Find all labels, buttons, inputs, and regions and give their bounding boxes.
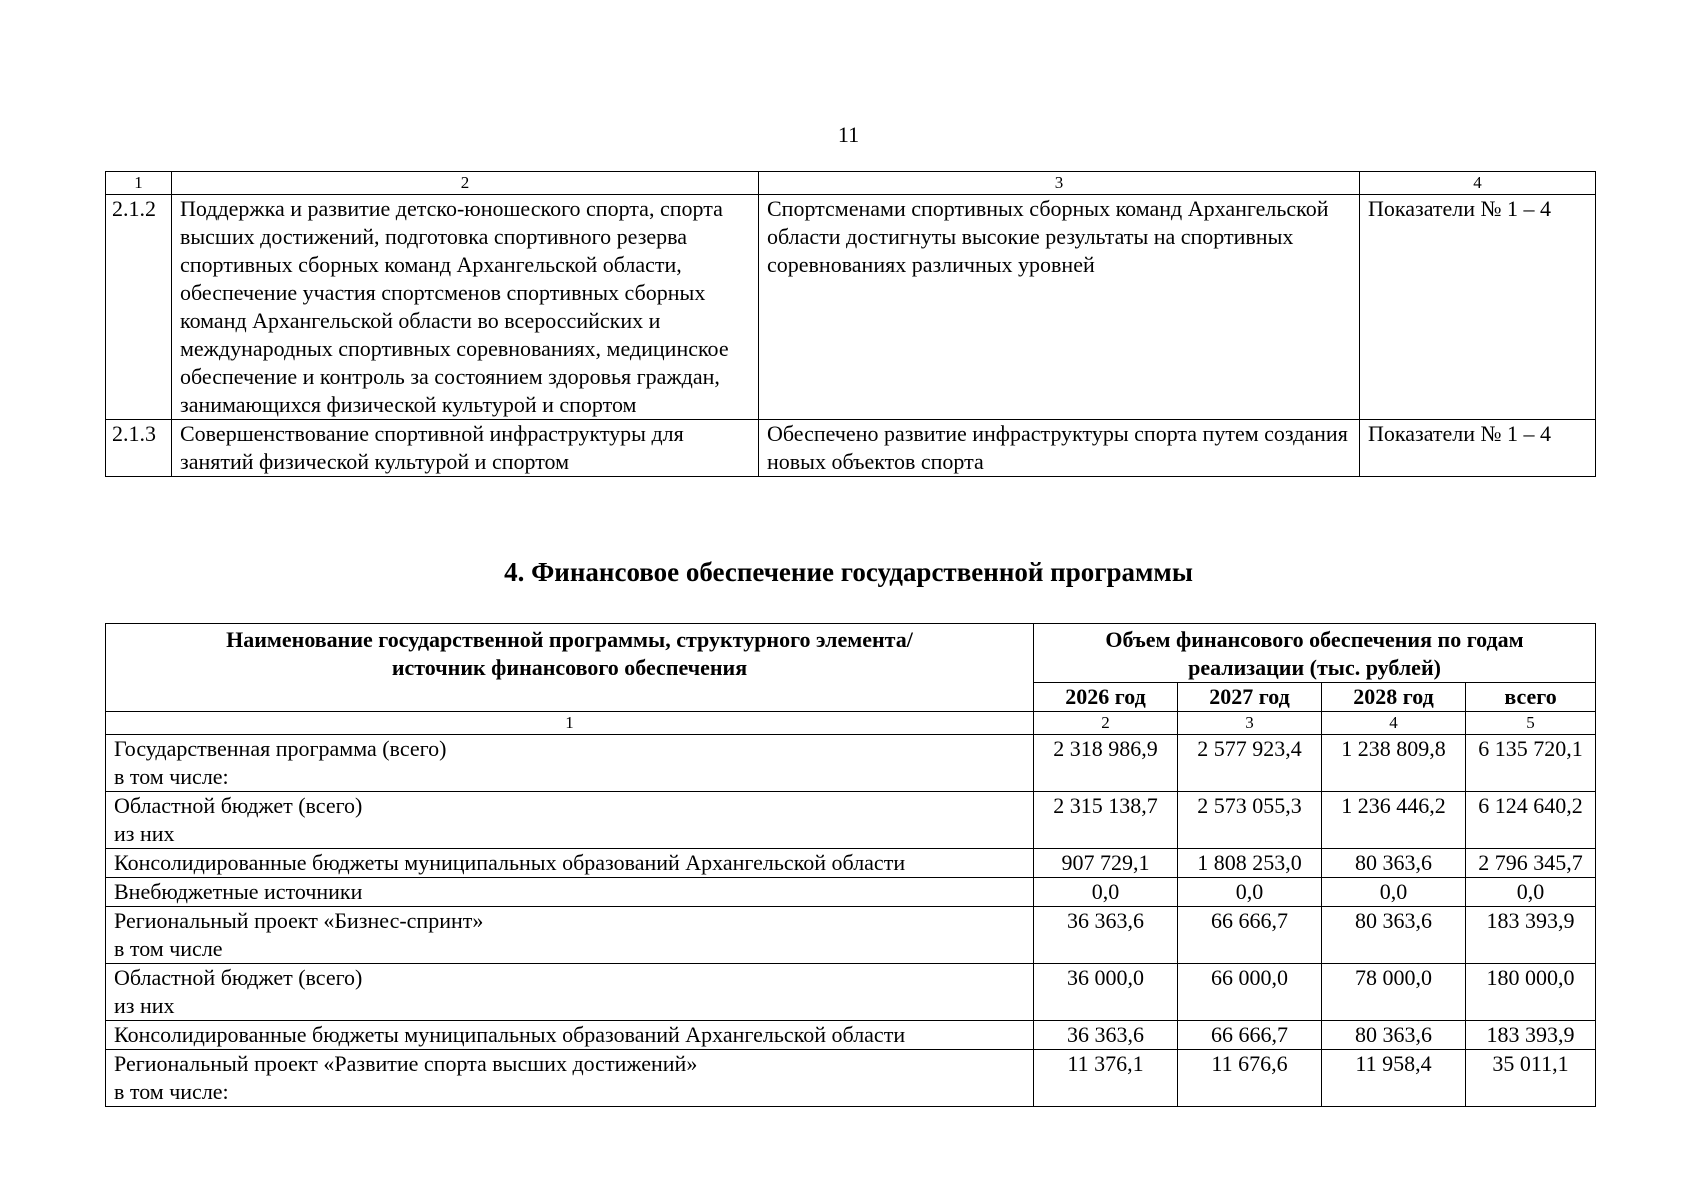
value-total: 183 393,9 — [1466, 1021, 1596, 1050]
column-number: 5 — [1466, 712, 1596, 735]
row-title: Внебюджетные источники — [114, 879, 363, 904]
value-2026: 2 318 986,9 — [1034, 735, 1178, 792]
row-title: Региональный проект «Бизнес-спринт» — [114, 908, 484, 933]
value-2028: 80 363,6 — [1322, 907, 1466, 964]
header-group-line: реализации (тыс. рублей) — [1188, 655, 1441, 680]
funding-source-name — [106, 964, 1034, 1021]
value-2028: 11 958,4 — [1322, 1050, 1466, 1107]
column-number: 1 — [106, 712, 1034, 735]
row-title: Государственная программа (всего) — [114, 736, 447, 761]
row-title: Консолидированные бюджеты муниципальных образований Архангельской области — [114, 850, 906, 875]
row-title: Областной бюджет (всего) — [114, 965, 363, 990]
year-header: 2028 год — [1322, 683, 1466, 712]
column-number: 2 — [172, 172, 759, 195]
value-total: 2 796 345,7 — [1466, 849, 1596, 878]
value-2027: 0,0 — [1178, 878, 1322, 907]
value-2028: 80 363,6 — [1322, 849, 1466, 878]
task-result: Спортсменами спортивных сборных команд Архангельской области достигнуты высокие результаты на спортивных соревнованиях различных уровней — [759, 195, 1360, 420]
funding-source-name — [106, 735, 1034, 792]
row-subtitle: в том числе — [114, 936, 223, 961]
funding-source-name — [106, 907, 1034, 964]
funding-source-name — [106, 849, 1034, 878]
table-row — [106, 849, 1596, 878]
task-indicators: Показатели № 1 – 4 — [1360, 420, 1596, 477]
value-2027: 66 666,7 — [1178, 1021, 1322, 1050]
task-indicators: Показатели № 1 – 4 — [1360, 195, 1596, 420]
value-2026: 36 000,0 — [1034, 964, 1178, 1021]
value-2028: 1 238 809,8 — [1322, 735, 1466, 792]
task-number: 2.1.2 — [106, 195, 172, 420]
funding-source-name — [106, 878, 1034, 907]
value-total: 183 393,9 — [1466, 907, 1596, 964]
column-number: 3 — [759, 172, 1360, 195]
section-heading: 4. Финансовое обеспечение государственной программы — [504, 557, 1193, 587]
header-name-line: источник финансового обеспечения — [391, 655, 748, 680]
value-2027: 66 000,0 — [1178, 964, 1322, 1021]
page-number: 11 — [837, 122, 860, 147]
header-group-cell — [1034, 624, 1596, 683]
funding-source-name — [106, 1021, 1034, 1050]
row-subtitle: из них — [114, 993, 175, 1018]
task-result: Обеспечено развитие инфраструктуры спорта путем создания новых объектов спорта — [759, 420, 1360, 477]
year-header: 2027 год — [1178, 683, 1322, 712]
value-total: 6 124 640,2 — [1466, 792, 1596, 849]
column-number: 3 — [1178, 712, 1322, 735]
header-group-line: Объем финансового обеспечения по годам — [1105, 627, 1524, 652]
task-number: 2.1.3 — [106, 420, 172, 477]
task-description: Совершенствование спортивной инфраструктуры для занятий физической культурой и спортом — [172, 420, 759, 477]
value-2026: 11 376,1 — [1034, 1050, 1178, 1107]
table-row — [106, 878, 1596, 907]
value-2026: 36 363,6 — [1034, 1021, 1178, 1050]
value-total: 35 011,1 — [1466, 1050, 1596, 1107]
table-row — [106, 420, 1596, 477]
table-row — [106, 792, 1596, 849]
value-2026: 907 729,1 — [1034, 849, 1178, 878]
task-description: Поддержка и развитие детско-юношеского спорта, спорта высших достижений, подготовка спортивного резерва спортивных сборных команд Архангельской области, обеспечение участия спортсменов спортивных сборных команд Архангельской области во всероссийских и международных спортивных соревнованиях, медицинское обеспечение и контроль за состоянием здоровья граждан, занимающихся физической культурой и спортом — [172, 195, 759, 420]
value-2027: 2 577 923,4 — [1178, 735, 1322, 792]
value-2028: 78 000,0 — [1322, 964, 1466, 1021]
finance-column-numbers-row — [106, 712, 1596, 735]
tasks-column-numbers-row — [106, 172, 1596, 195]
value-2028: 80 363,6 — [1322, 1021, 1466, 1050]
row-title: Областной бюджет (всего) — [114, 793, 363, 818]
row-subtitle: в том числе: — [114, 764, 229, 789]
row-subtitle: в том числе: — [114, 1079, 229, 1104]
table-row — [106, 1050, 1596, 1107]
column-number: 2 — [1034, 712, 1178, 735]
column-number: 1 — [106, 172, 172, 195]
year-header: 2026 год — [1034, 683, 1178, 712]
column-number: 4 — [1322, 712, 1466, 735]
value-total: 180 000,0 — [1466, 964, 1596, 1021]
funding-source-name — [106, 792, 1034, 849]
value-2026: 0,0 — [1034, 878, 1178, 907]
value-2027: 11 676,6 — [1178, 1050, 1322, 1107]
value-total: 6 135 720,1 — [1466, 735, 1596, 792]
value-total: 0,0 — [1466, 878, 1596, 907]
row-subtitle: из них — [114, 821, 175, 846]
table-row — [106, 964, 1596, 1021]
value-2027: 2 573 055,3 — [1178, 792, 1322, 849]
row-title: Консолидированные бюджеты муниципальных образований Архангельской области — [114, 1022, 906, 1047]
table-row — [106, 735, 1596, 792]
finance-table — [105, 623, 1596, 1107]
table-row — [106, 907, 1596, 964]
table-row — [106, 1021, 1596, 1050]
value-2028: 1 236 446,2 — [1322, 792, 1466, 849]
table-row — [106, 195, 1596, 420]
value-2027: 1 808 253,0 — [1178, 849, 1322, 878]
tasks-table — [105, 171, 1596, 477]
finance-header-row — [106, 624, 1596, 683]
funding-source-name — [106, 1050, 1034, 1107]
column-number: 4 — [1360, 172, 1596, 195]
value-2026: 2 315 138,7 — [1034, 792, 1178, 849]
row-title: Региональный проект «Развитие спорта высших достижений» — [114, 1051, 698, 1076]
header-name-line: Наименование государственной программы, структурного элемента/ — [226, 627, 913, 652]
header-name-cell — [106, 624, 1034, 712]
value-2027: 66 666,7 — [1178, 907, 1322, 964]
value-2026: 36 363,6 — [1034, 907, 1178, 964]
total-header: всего — [1466, 683, 1596, 712]
value-2028: 0,0 — [1322, 878, 1466, 907]
